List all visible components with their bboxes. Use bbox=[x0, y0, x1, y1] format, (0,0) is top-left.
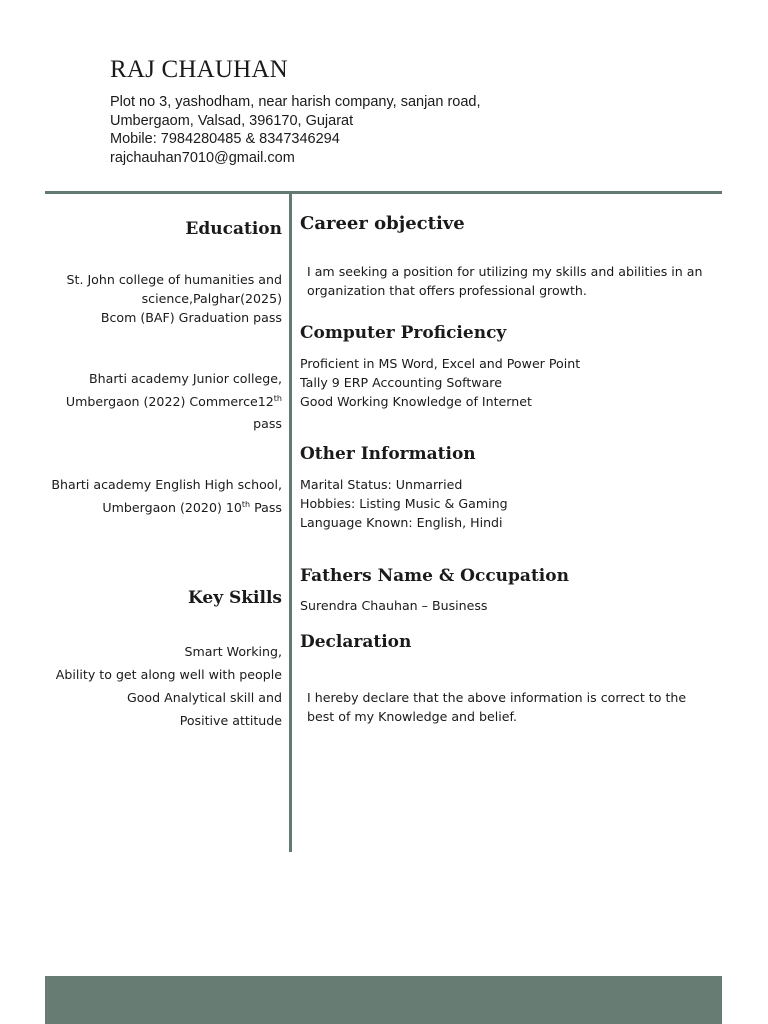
address-line-1: Plot no 3, yashodham, near harish company, sanjan road, bbox=[110, 94, 481, 110]
education-entry-1 bbox=[42, 270, 282, 327]
computer-item: Tally 9 ERP Accounting Software bbox=[300, 375, 502, 390]
edu-1-line-3: Bcom (BAF) Graduation pass bbox=[100, 310, 282, 325]
education-title: Education bbox=[185, 219, 282, 239]
skill-item: Ability to get along well with people bbox=[55, 667, 282, 682]
skill-item: Smart Working, bbox=[184, 644, 282, 659]
edu-3-line-1: Bharti academy English High school, bbox=[51, 477, 282, 492]
edu-1-line-2: science,Palghar(2025) bbox=[141, 291, 282, 306]
computer-item: Good Working Knowledge of Internet bbox=[300, 394, 532, 409]
skills-title: Key Skills bbox=[187, 588, 282, 608]
declaration-title: Declaration bbox=[300, 632, 412, 652]
resume-header bbox=[110, 56, 481, 167]
career-section bbox=[300, 214, 720, 233]
other-info-title: Other Information bbox=[300, 444, 476, 464]
education-entry-2 bbox=[42, 368, 282, 436]
edu-1-line-1: St. John college of humanities and bbox=[66, 272, 282, 287]
father-title: Fathers Name & Occupation bbox=[300, 566, 569, 586]
career-title: Career objective bbox=[300, 213, 465, 234]
edu-2-line-2 bbox=[42, 391, 282, 414]
education-section bbox=[42, 220, 282, 239]
edu-2-line-3: pass bbox=[253, 416, 282, 431]
other-info-item: Marital Status: Unmarried bbox=[300, 477, 463, 492]
skills-section bbox=[42, 589, 282, 608]
declaration-text-block bbox=[300, 688, 717, 726]
other-info-section bbox=[300, 445, 720, 464]
other-info-item: Hobbies: Listing Music & Gaming bbox=[300, 496, 508, 511]
edu-3-line-2-text: Umbergaon (2020) 10 bbox=[102, 499, 242, 515]
other-info-list bbox=[300, 475, 720, 532]
other-info-item: Language Known: English, Hindi bbox=[300, 515, 503, 530]
edu-3-superscript: th bbox=[241, 499, 251, 509]
address-line-2: Umbergaom, Valsad, 396170, Gujarat bbox=[110, 112, 354, 129]
father-info bbox=[300, 596, 720, 615]
edu-2-superscript: th bbox=[273, 393, 282, 403]
computer-item: Proficient in MS Word, Excel and Power Point bbox=[300, 356, 581, 371]
education-entry-3 bbox=[42, 474, 282, 519]
computer-title: Computer Proficiency bbox=[300, 323, 507, 343]
edu-2-line-2-text: Umbergaon (2022) Commerce12 bbox=[65, 393, 274, 409]
father-text: Surendra Chauhan – Business bbox=[300, 598, 488, 613]
computer-list bbox=[300, 354, 720, 411]
edu-3-line-2 bbox=[42, 497, 282, 520]
mobile-numbers: Mobile: 7984280485 & 8347346294 bbox=[110, 131, 340, 147]
footer-bar bbox=[45, 976, 722, 1024]
declaration-section bbox=[300, 633, 720, 652]
skill-item: Positive attitude bbox=[179, 713, 282, 728]
horizontal-divider bbox=[45, 191, 722, 194]
edu-2-line-1: Bharti academy Junior college, bbox=[89, 371, 282, 386]
skill-item: Good Analytical skill and bbox=[126, 690, 282, 705]
email-address: rajchauhan7010@gmail.com bbox=[110, 149, 295, 166]
declaration-text: I hereby declare that the above information is correct to the best of my Knowledge and belief. bbox=[307, 690, 687, 724]
edu-3-line-2-suffix: Pass bbox=[250, 499, 282, 515]
computer-section bbox=[300, 324, 720, 343]
skills-list bbox=[42, 640, 282, 732]
vertical-divider bbox=[289, 191, 292, 852]
career-objective-text: I am seeking a position for utilizing my skills and abilities in an organization that offers professional growth. bbox=[307, 264, 703, 298]
career-text-block bbox=[300, 262, 717, 300]
father-section bbox=[300, 567, 720, 586]
candidate-name: RAJ CHAUHAN bbox=[110, 56, 288, 83]
